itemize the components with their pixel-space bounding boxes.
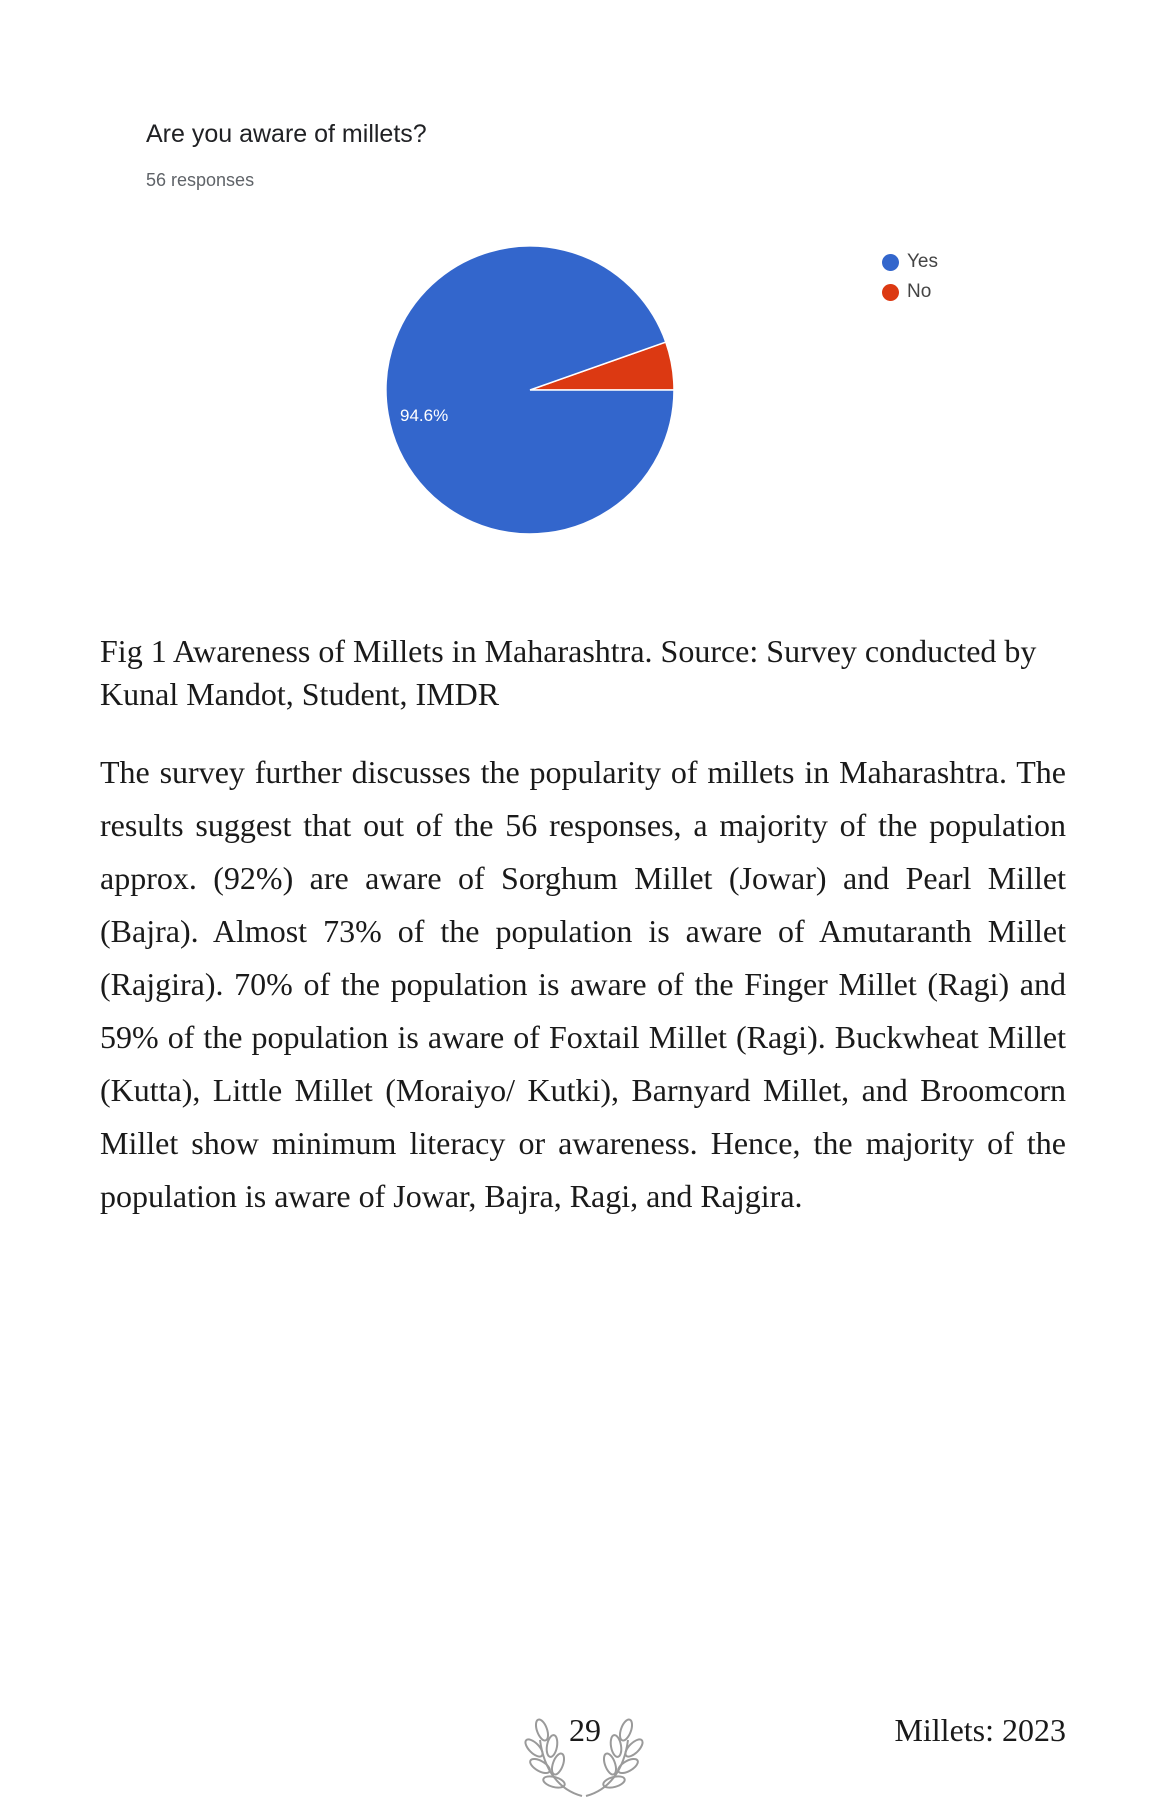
pie-slice-yes	[386, 246, 674, 534]
body-paragraph: The survey further discusses the popularity of millets in Maharashtra. The results suggest that out of the 56 responses, a majority of the population approx. (92%) are aware of Sorghum Millet (Jowar) and Pearl Millet (Bajra). Almost 73% of the population is aware of Amutaranth Millet (Rajgira). 70% of the population is aware of the Finger Millet (Ragi) and 59% of the population is aware of Foxtail Millet (Ragi). Buckwheat Millet (Kutta), Little Millet (Moraiyo/ Kutki), Barnyard Millet, and Broomcorn Millet show minimum literacy or awareness. Hence, the majority of the population is aware of Jowar, Bajra, Ragi, and Rajgira.	[100, 754, 1066, 1214]
running-footer-title: Millets: 2023	[894, 1712, 1066, 1748]
page-number: 29	[569, 1712, 601, 1748]
legend-swatch-no	[882, 284, 899, 301]
chart-legend	[882, 247, 938, 307]
legend-label-no: No	[907, 281, 932, 302]
legend-label-yes: Yes	[907, 251, 938, 272]
legend-item-yes	[882, 247, 938, 277]
legend-swatch-yes	[882, 254, 899, 271]
figure-caption: Fig 1 Awareness of Millets in Maharashtra. Source: Survey conducted by Kunal Mandot, Student, IMDR	[100, 633, 1037, 712]
pie-data-label-yes: 94.6%	[400, 406, 449, 425]
chart-subtitle: 56 responses	[146, 170, 255, 190]
pie-chart	[380, 240, 680, 540]
legend-item-no	[882, 277, 938, 307]
chart-title: Are you aware of millets?	[146, 120, 427, 148]
pie-chart-figure	[0, 0, 1164, 600]
